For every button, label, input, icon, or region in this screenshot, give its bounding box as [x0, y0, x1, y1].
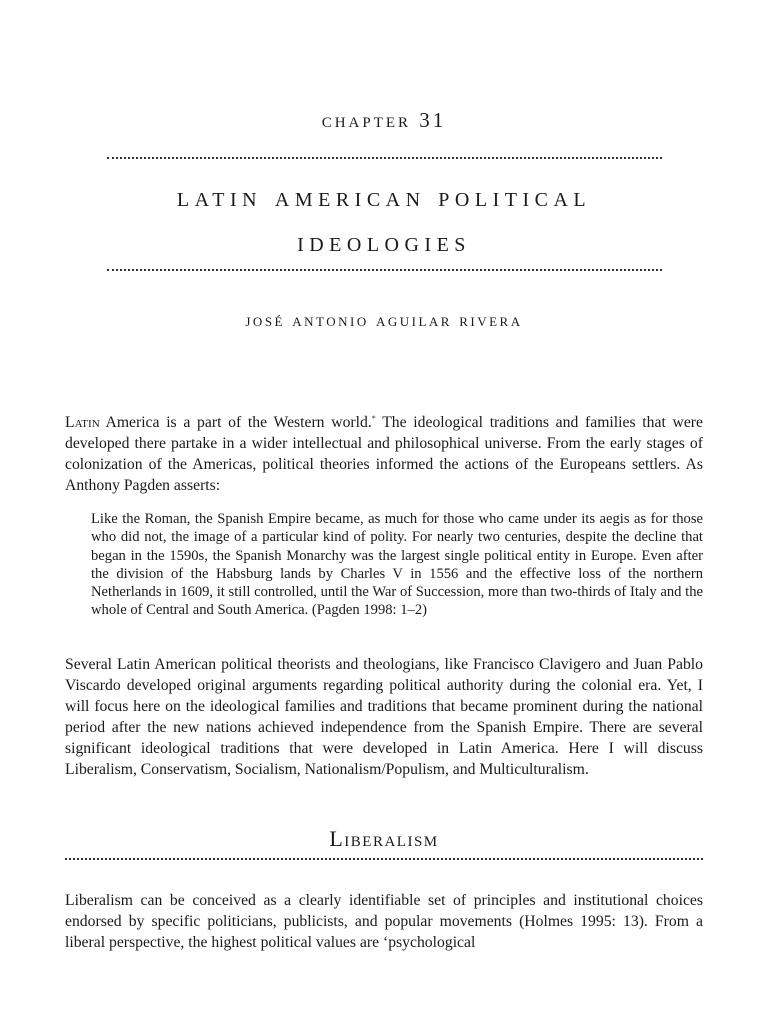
footnote-marker[interactable]: * — [371, 414, 376, 423]
chapter-title — [0, 175, 768, 265]
section-dotted-divider — [65, 858, 703, 860]
chapter-author: josé antonio aguilar rivera — [245, 310, 523, 331]
body-paragraph-2: Several Latin American political theorists and theologians, like Francisco Clavigero and Juan Pablo Viscardo developed original arguments regarding political authority during the colonial era. Yet, I will focus here on the ideological families and traditions that became prominent during the national period after the new nations achieved independence from the Spanish Empire. There are several significant ideological traditions that were developed in Latin America. Here I will discuss Liberalism, Conservatism, Socialism, Nationalism/Populism, and Multiculturalism. — [65, 656, 703, 778]
intro-lead-word: Latin — [65, 414, 100, 431]
section-heading-liberalism: Liberalism — [329, 826, 439, 851]
liberalism-paragraph-1: Liberalism can be conceived as a clearly identifiable set of principles and institutional choices endorsed by specific politicians, publicists, and popular movements (Holmes 1995: 13). From a liberal perspective, the highest political values are ‘psychological — [65, 892, 703, 951]
chapter-number: chapter 31 — [321, 108, 447, 132]
intro-text-part-1: America is a part of the Western world. — [99, 414, 372, 431]
intro-paragraph — [65, 412, 703, 496]
chapter-title-line-1: latin american political — [176, 181, 592, 213]
intro-text-part-2: The ideological traditions and families that were developed there partake in a wider intellectual and philosophical universe. From the early stages of colonization of the Americas, political theories informed the actions of the Europeans settlers. As Anthony Pagden asserts: — [65, 414, 703, 494]
chapter-title-line-2: ideologies — [297, 226, 471, 258]
block-quote: Like the Roman, the Spanish Empire became, as much for those who came under its aegis as for those who did not, the image of a particular kind of polity. For nearly two centuries, despite the decline that began in the 1590s, the Spanish Monarchy was the largest single political entity in Europe. Even after the division of the Habsburg lands by Charles V in 1556 and the effective loss of the northern Netherlands in 1609, it still controlled, until the War of Succession, more than two-thirds of Italy and the whole of Central and South America. (Pagden 1998: 1–2) — [91, 511, 703, 619]
dotted-divider-bottom — [107, 269, 662, 271]
dotted-divider-top — [107, 157, 662, 159]
